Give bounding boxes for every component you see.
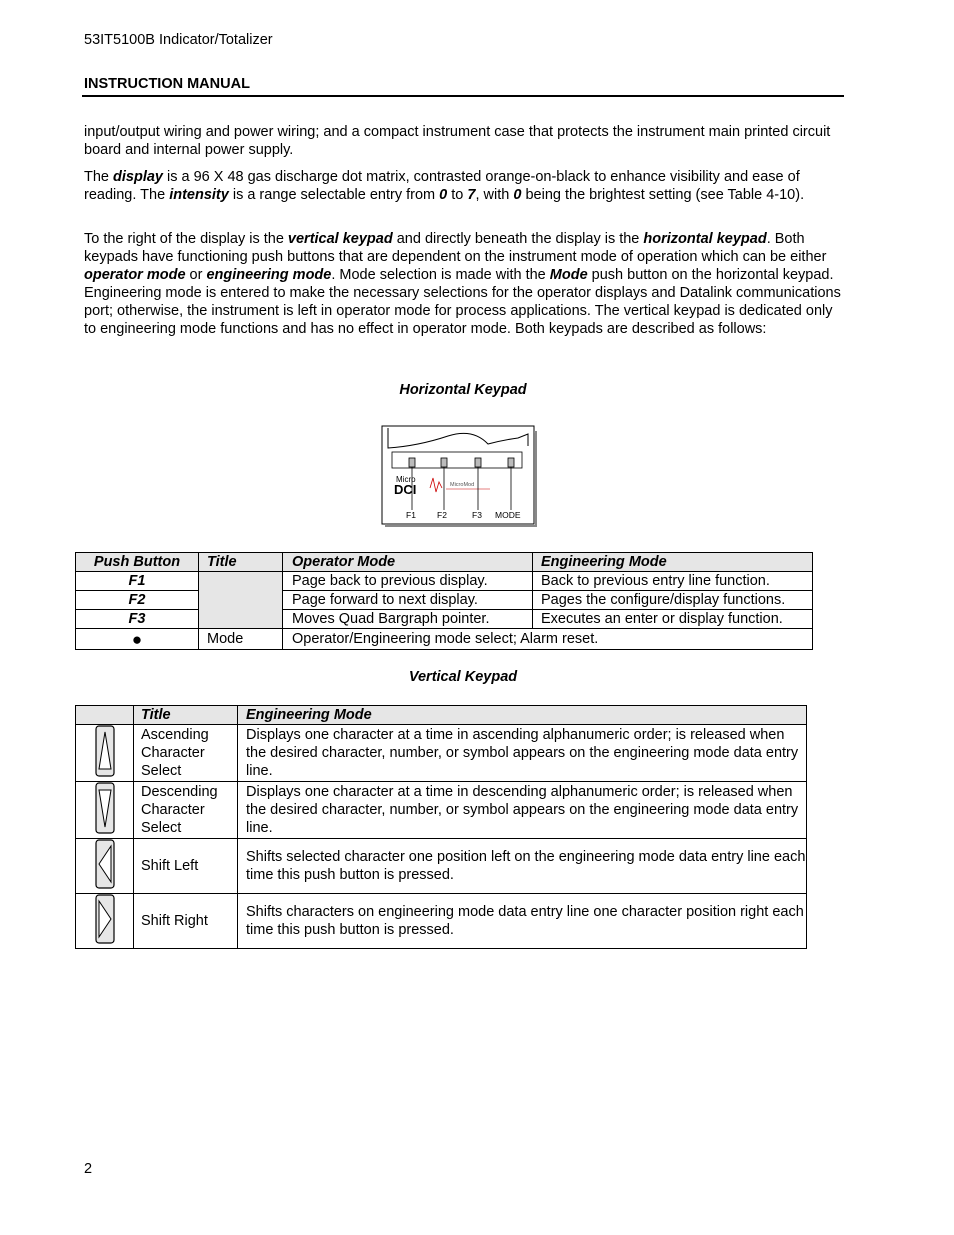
- table-header-row: [76, 706, 807, 725]
- paragraph-display: The display is a 96 X 48 gas discharge dot matrix, contrasted orange-on-black to enhance visibility and ease of reading. The intensity is a range selectable entry from 0 to 7, with 0 being the brightest setting (see Table 4-10).: [84, 169, 805, 203]
- icon-cell: [76, 839, 134, 894]
- mode-bullet-icon: ●: [76, 629, 199, 650]
- manual-label: INSTRUCTION MANUAL: [84, 76, 250, 92]
- f1-label: F1: [406, 510, 416, 520]
- engineering-mode-cell: Pages the configure/display functions.: [533, 591, 813, 610]
- table-row: [76, 839, 807, 894]
- right-arrow-key-icon: [95, 894, 115, 944]
- micromod-logo-text: MicroMod: [450, 482, 475, 488]
- description-cell: Shifts selected character one position left on the engineering mode data entry line each time this push button is pressed.: [238, 839, 807, 894]
- column-header: Title: [199, 553, 283, 572]
- table-row: [76, 629, 813, 650]
- engineering-mode-cell: Back to previous entry line function.: [533, 572, 813, 591]
- paragraph-keypads: To the right of the display is the vertical keypad and directly beneath the display is the horizontal keypad. Both keypads have functioning push buttons that are dependent on the instrument mode of operation which can be either operator mode or engineering mode. Mode selection is made with the Mode push button on the horizontal keypad. Engineering mode is entered to make the necessary selections for the operator displays and Datalink communications port; otherwise, the instrument is left in operator mode for process applications. The vertical keypad is dedicated only to engineering mode functions and has no effect in operator mode. Both keypads are described as follows:: [84, 231, 841, 337]
- f2-label: F2: [437, 510, 447, 520]
- horizontal-keypad-heading: Horizontal Keypad: [399, 382, 527, 398]
- document-title: 53IT5100B Indicator/Totalizer: [84, 32, 273, 48]
- page-number: 2: [84, 1161, 93, 1177]
- column-header: Engineering Mode: [533, 553, 813, 572]
- title-cell: Ascending Character Select: [134, 725, 238, 782]
- column-header: Push Button: [76, 553, 199, 572]
- term-operator-mode: operator mode: [84, 267, 186, 283]
- down-arrow-key-icon: [95, 782, 115, 834]
- table-row: [76, 572, 813, 591]
- header-rule: [82, 95, 844, 97]
- mode-label: MODE: [495, 510, 521, 520]
- engineering-mode-cell: Executes an enter or display function.: [533, 610, 813, 629]
- icon-cell: [76, 782, 134, 839]
- up-arrow-key-icon: [95, 725, 115, 777]
- table-row: [76, 782, 807, 839]
- left-arrow-key-icon: [95, 839, 115, 889]
- term-horizontal-keypad: horizontal keypad: [643, 231, 767, 247]
- icon-cell: [76, 894, 134, 949]
- horizontal-keypad-table: [75, 552, 813, 650]
- title-cell: Mode: [199, 629, 283, 650]
- title-cell-blank: [199, 572, 283, 629]
- term-intensity: intensity: [169, 187, 229, 203]
- table-header-row: [76, 553, 813, 572]
- push-button-cell: F1: [76, 572, 199, 591]
- column-header: [76, 706, 134, 725]
- operator-mode-cell: Moves Quad Bargraph pointer.: [283, 610, 533, 629]
- column-header: Engineering Mode: [238, 706, 807, 725]
- term-engineering-mode: engineering mode: [206, 267, 332, 283]
- table-row: [76, 591, 813, 610]
- operator-mode-cell: Page forward to next display.: [283, 591, 533, 610]
- paragraph-intro: input/output wiring and power wiring; and a compact instrument case that protects the instrument main printed circuit board and internal power supply.: [84, 124, 831, 158]
- horizontal-keypad-figure: [378, 418, 538, 528]
- operator-mode-cell: Page back to previous display.: [283, 572, 533, 591]
- icon-cell: [76, 725, 134, 782]
- push-button-cell: F3: [76, 610, 199, 629]
- operator-mode-cell: Operator/Engineering mode select; Alarm reset.: [283, 629, 813, 650]
- description-cell: Displays one character at a time in ascending alphanumeric order; is released when the desired character, number, or symbol appears on the engineering mode data entry line.: [238, 725, 807, 782]
- description-cell: Shifts characters on engineering mode data entry line one character position right each time this push button is pressed.: [238, 894, 807, 949]
- table-row: [76, 725, 807, 782]
- title-cell: Shift Right: [134, 894, 238, 949]
- f3-label: F3: [472, 510, 482, 520]
- title-cell: Shift Left: [134, 839, 238, 894]
- description-cell: Displays one character at a time in descending alphanumeric order; is released when the desired character, number, or symbol appears on the engineering mode data entry line.: [238, 782, 807, 839]
- term-vertical-keypad: vertical keypad: [287, 231, 393, 247]
- term-mode: Mode: [549, 267, 588, 283]
- column-header: Title: [134, 706, 238, 725]
- column-header: Operator Mode: [283, 553, 533, 572]
- title-cell: Descending Character Select: [134, 782, 238, 839]
- brand-dci-text: DCI: [394, 482, 417, 497]
- table-row: [76, 610, 813, 629]
- term-display: display: [113, 169, 163, 185]
- vertical-keypad-table: [75, 705, 807, 949]
- brand-micro-text: Micro: [396, 475, 416, 484]
- push-button-cell: F2: [76, 591, 199, 610]
- table-row: [76, 894, 807, 949]
- vertical-keypad-heading: Vertical Keypad: [408, 669, 518, 685]
